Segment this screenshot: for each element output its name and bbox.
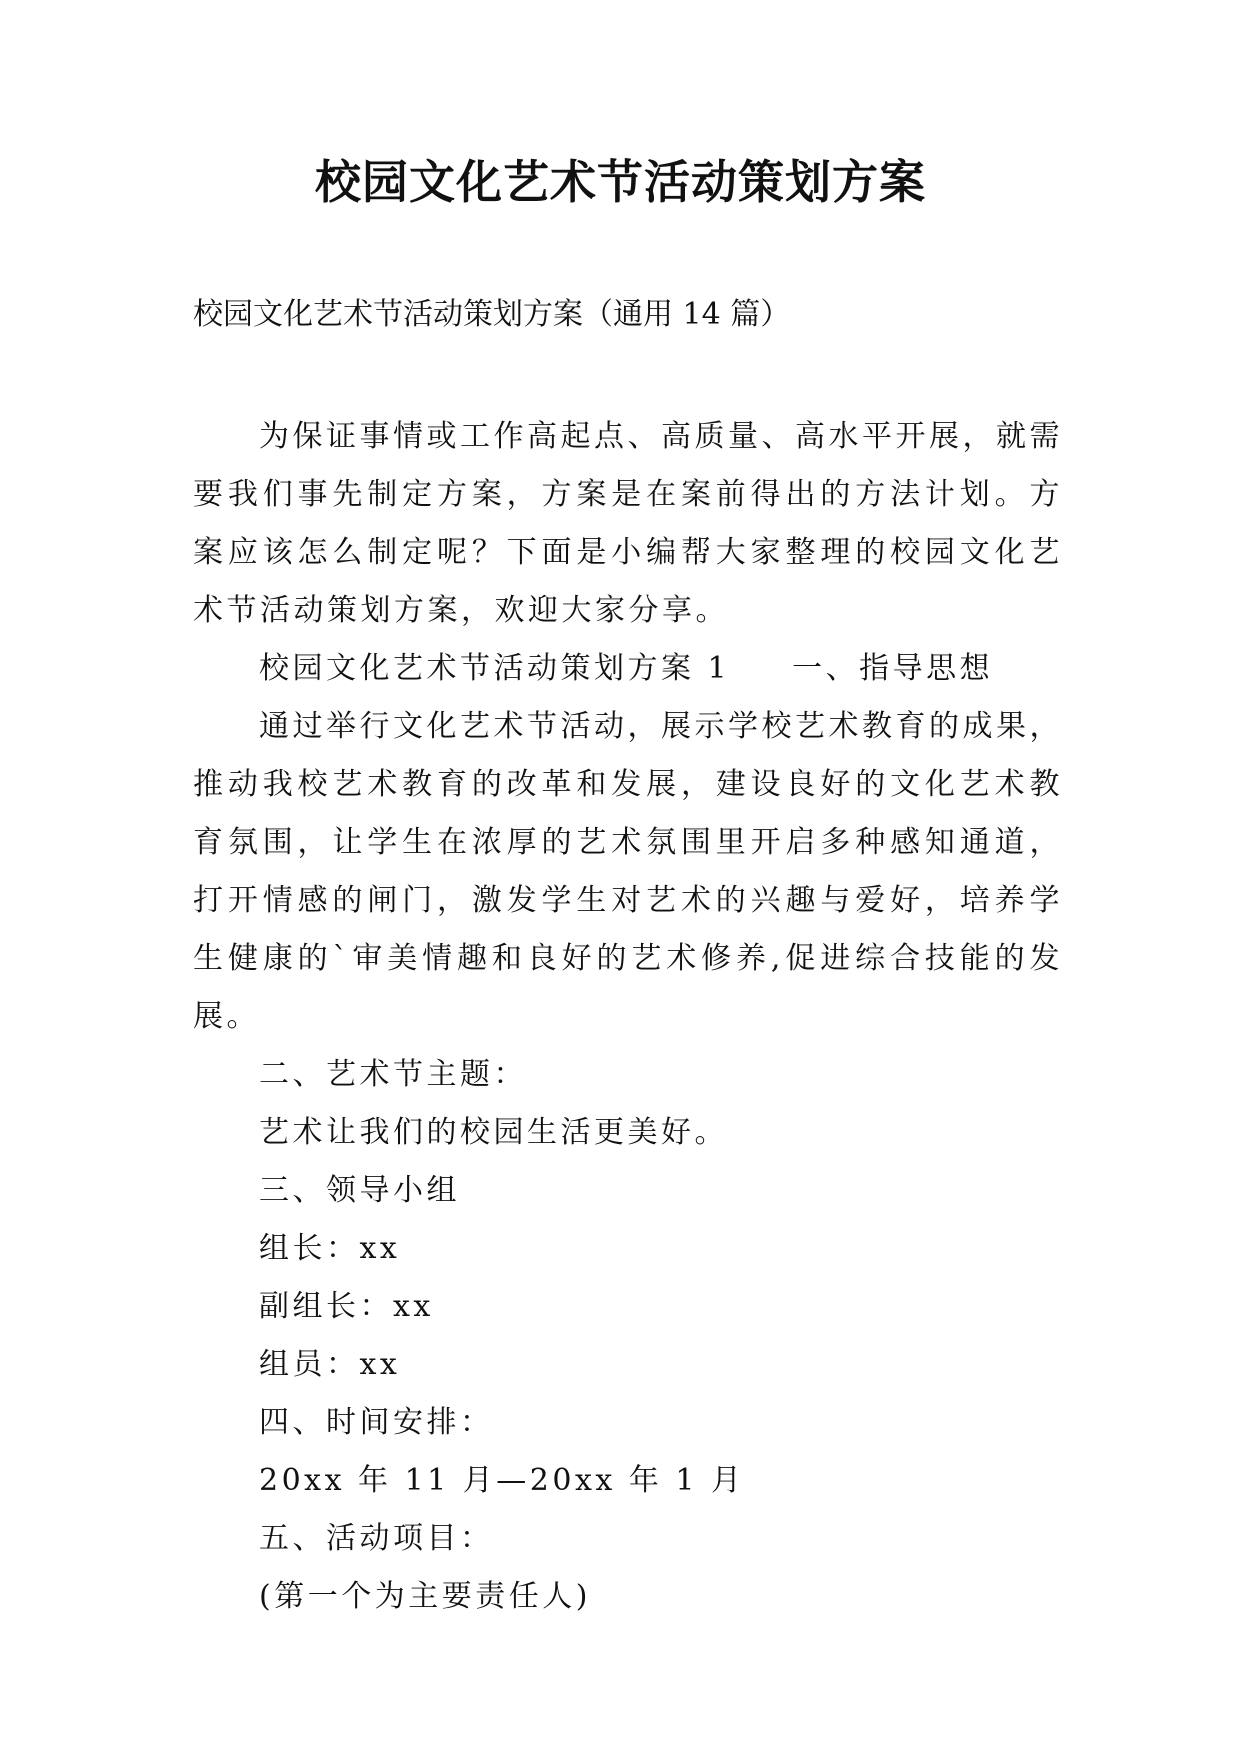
members-line: 组员：xx — [259, 1347, 401, 1382]
intro-paragraph: 为保证事情或工作高起点、高质量、高水平开展，就需要我们事先制定方案，方案是在案前得出的方法计划。方案应该怎么制定呢？下面是小编帮大家整理的校园文化艺术节活动策划方案，欢迎大家分享。 — [193, 419, 1063, 628]
projects-heading: 五、活动项目： — [259, 1521, 494, 1556]
schedule-heading: 四、时间安排： — [259, 1405, 494, 1440]
section-1-heading: 校园文化艺术节活动策划方案 1 — [259, 651, 731, 686]
theme-paragraph: 艺术让我们的校园生活更美好。 — [259, 1115, 728, 1150]
document-body — [193, 408, 1063, 1626]
section-1-heading-line — [193, 640, 1063, 698]
guiding-heading: 一、指导思想 — [792, 651, 994, 686]
vice-leader-line: 副组长：xx — [259, 1289, 434, 1324]
projects-note: (第一个为主要责任人) — [259, 1579, 591, 1614]
document-subtitle: 校园文化艺术节活动策划方案（通用 14 篇） — [193, 297, 791, 332]
leader-line: 组长：xx — [259, 1231, 401, 1266]
guiding-paragraph: 通过举行文化艺术节活动，展示学校艺术教育的成果，推动我校艺术教育的改革和发展，建设良好的文化艺术教育氛围，让学生在浓厚的艺术氛围里开启多种感知通道，打开情感的闸门，激发学生对艺术的兴趣与爱好，培养学生健康的`审美情趣和良好的艺术修养,促进综合技能的发展。 — [193, 709, 1063, 1034]
schedule-line: 20xx 年 11 月—20xx 年 1 月 — [259, 1463, 745, 1498]
leadership-heading: 三、领导小组 — [259, 1173, 460, 1208]
theme-heading: 二、艺术节主题： — [259, 1057, 527, 1092]
document-title: 校园文化艺术节活动策划方案 — [315, 155, 926, 209]
